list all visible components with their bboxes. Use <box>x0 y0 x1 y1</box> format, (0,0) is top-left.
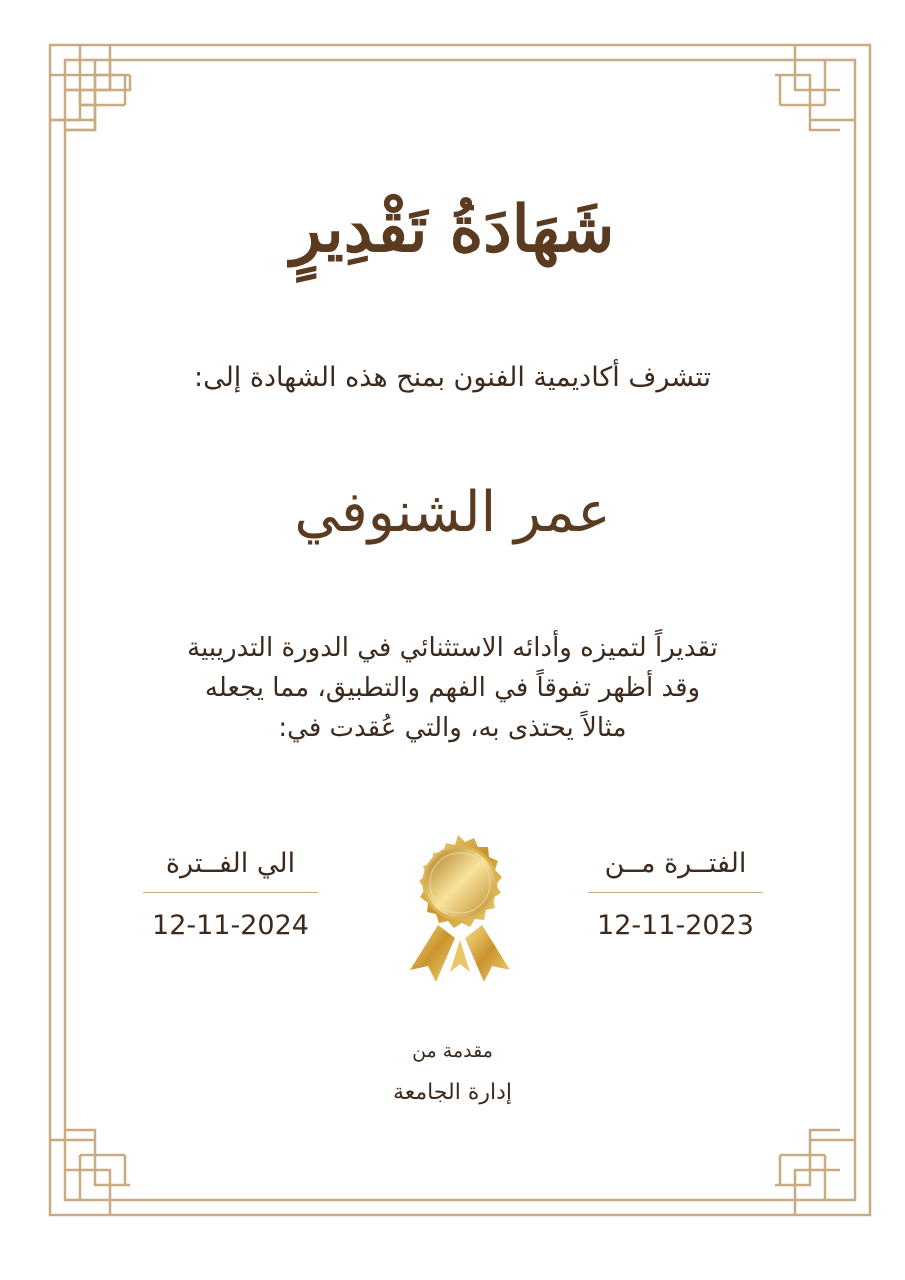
corner-ornament-icon <box>775 45 855 130</box>
intro-text: تتشرف أكاديمية الفنون بمنح هذه الشهادة إلى: <box>193 362 712 393</box>
body-line: تقديراً لتميزه وأدائه الاستثنائي في الدورة التدريبية <box>187 633 718 663</box>
period-from-label: الفتــرة مــن <box>588 842 763 893</box>
certificate-body <box>0 628 905 748</box>
gold-medal-icon <box>400 830 520 990</box>
recipient-name: عمر الشنوفي <box>294 480 611 545</box>
period-to-date: 12-11-2024 <box>152 910 309 941</box>
corner-ornament-icon <box>775 1130 855 1215</box>
body-line: وقد أظهر تفوقاً في الفهم والتطبيق، مما يجعله <box>204 673 701 703</box>
presenter-name: إدارة الجامعة <box>392 1080 513 1105</box>
presented-by-label: مقدمة من <box>412 1040 493 1062</box>
period-to-label: الي الفــترة <box>143 842 318 893</box>
body-line: مثالاً يحتذى به، والتي عُقدت في: <box>278 713 627 743</box>
corner-ornament-icon <box>50 1130 130 1215</box>
period-from <box>588 842 763 949</box>
corner-ornament-icon <box>50 45 130 130</box>
certificate-title: شَهَادَةُ تَقْدِيرٍ <box>290 192 615 267</box>
period-from-date: 12-11-2023 <box>597 910 754 941</box>
corner-ornament-icon <box>50 45 130 130</box>
period-to <box>143 842 318 949</box>
